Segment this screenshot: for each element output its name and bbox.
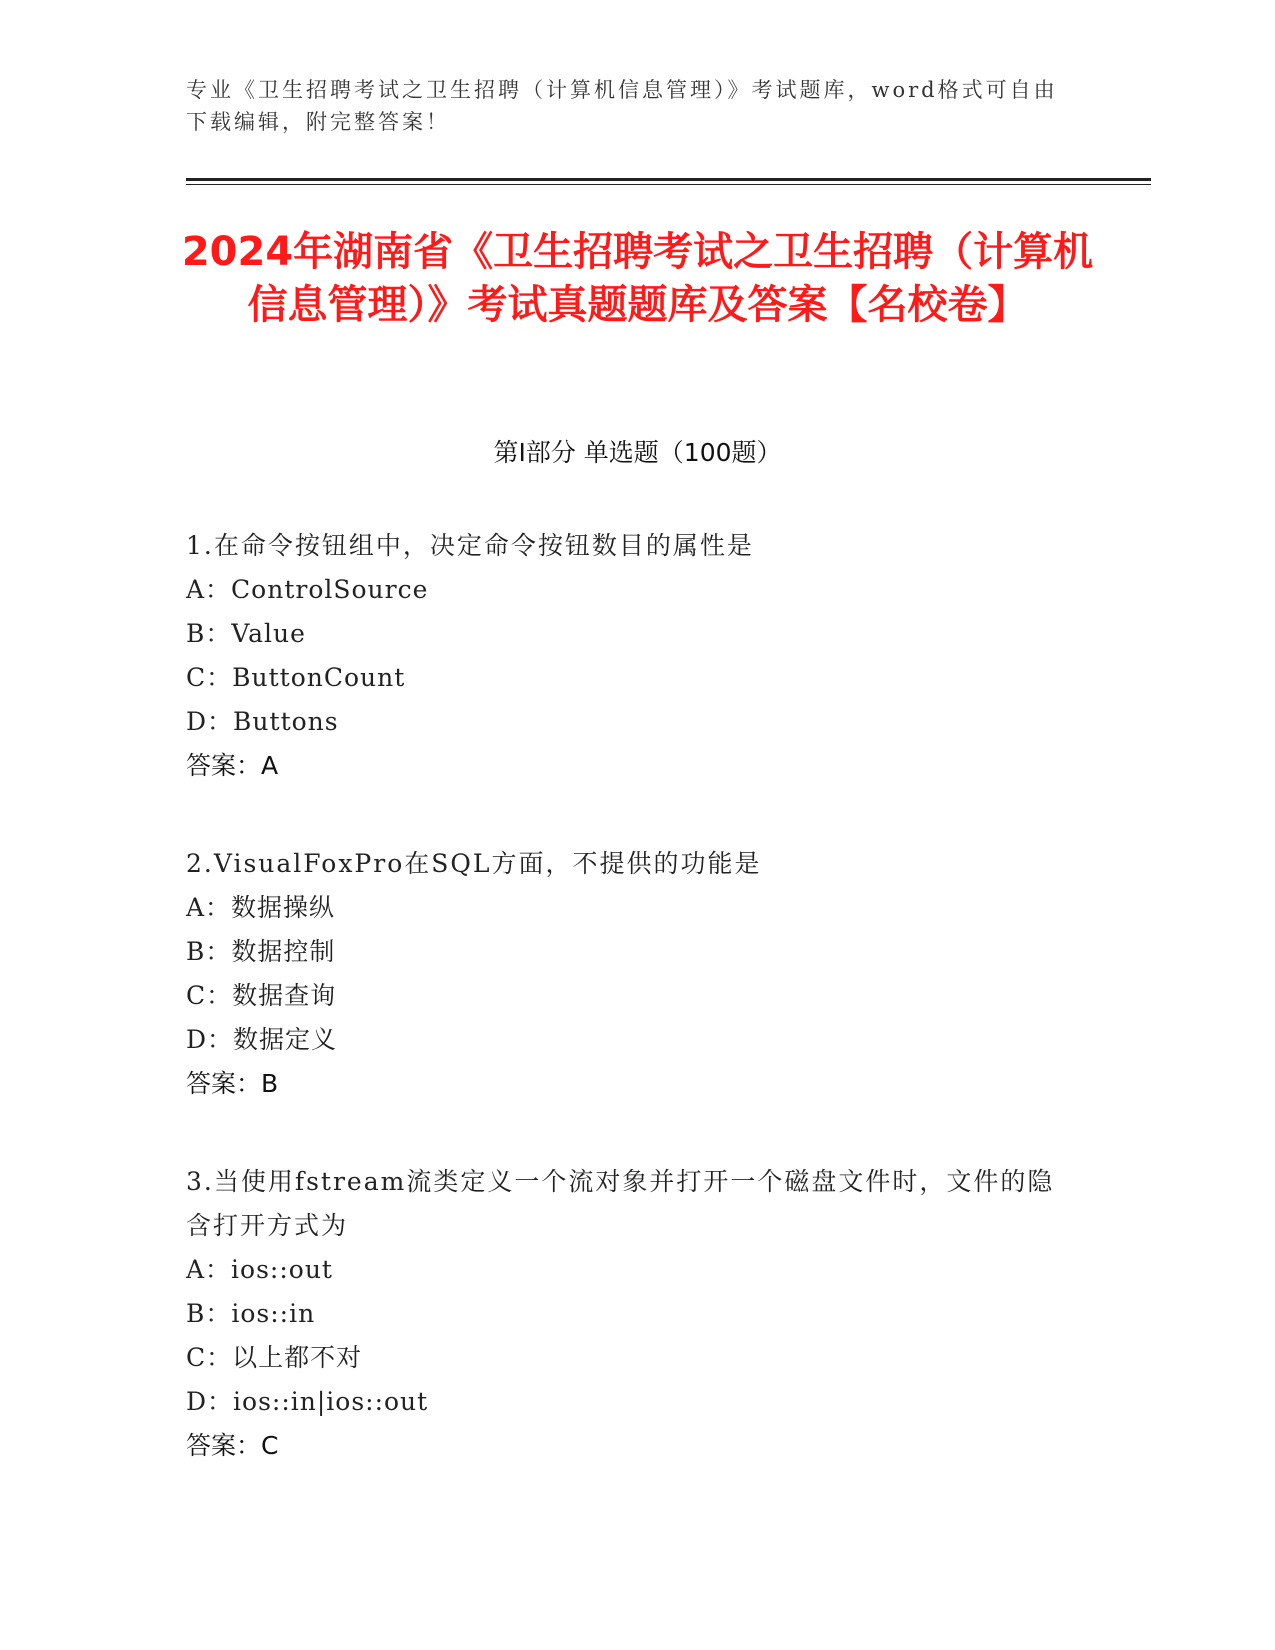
header-rule-thick: [186, 178, 1151, 181]
option-a: A：ControlSource: [186, 575, 429, 604]
question-stem: 1.在命令按钮组中，决定命令按钮数目的属性是: [186, 531, 754, 560]
option-b: B：Value: [186, 619, 306, 648]
option-c: C：数据查询: [186, 981, 337, 1010]
option-c: C：ButtonCount: [186, 663, 406, 692]
option-d: D：数据定义: [186, 1025, 338, 1054]
question-stem: 2.VisualFoxPro在SQL方面，不提供的功能是: [186, 849, 762, 878]
answer-line: 答案：A: [186, 751, 279, 780]
answer-line: 答案：C: [186, 1431, 279, 1460]
document-title: 2024年湖南省《卫生招聘考试之卫生招聘（计算机信息管理）》考试真题题库及答案【名校卷】: [181, 229, 1094, 328]
option-a: A：数据操纵: [186, 893, 336, 922]
question-1: [186, 524, 1066, 788]
header-note: 专业《卫生招聘考试之卫生招聘（计算机信息管理）》考试题库，word格式可自由下载编辑，附完整答案！: [186, 78, 1058, 134]
option-c: C：以上都不对: [186, 1343, 363, 1372]
section-heading: 第I部分 单选题（100题）: [493, 438, 782, 467]
option-d: D：ios::in|ios::out: [186, 1387, 429, 1416]
option-a: A：ios::out: [186, 1255, 333, 1284]
answer-line: 答案：B: [186, 1069, 279, 1098]
option-b: B：数据控制: [186, 937, 336, 966]
question-3: [186, 1160, 1066, 1468]
option-b: B：ios::in: [186, 1299, 316, 1328]
option-d: D：Buttons: [186, 707, 339, 736]
question-stem: 3.当使用fstream流类定义一个流对象并打开一个磁盘文件时，文件的隐含打开方式为: [186, 1167, 1055, 1240]
question-2: [186, 842, 1066, 1106]
header-rule-thin: [186, 184, 1151, 185]
